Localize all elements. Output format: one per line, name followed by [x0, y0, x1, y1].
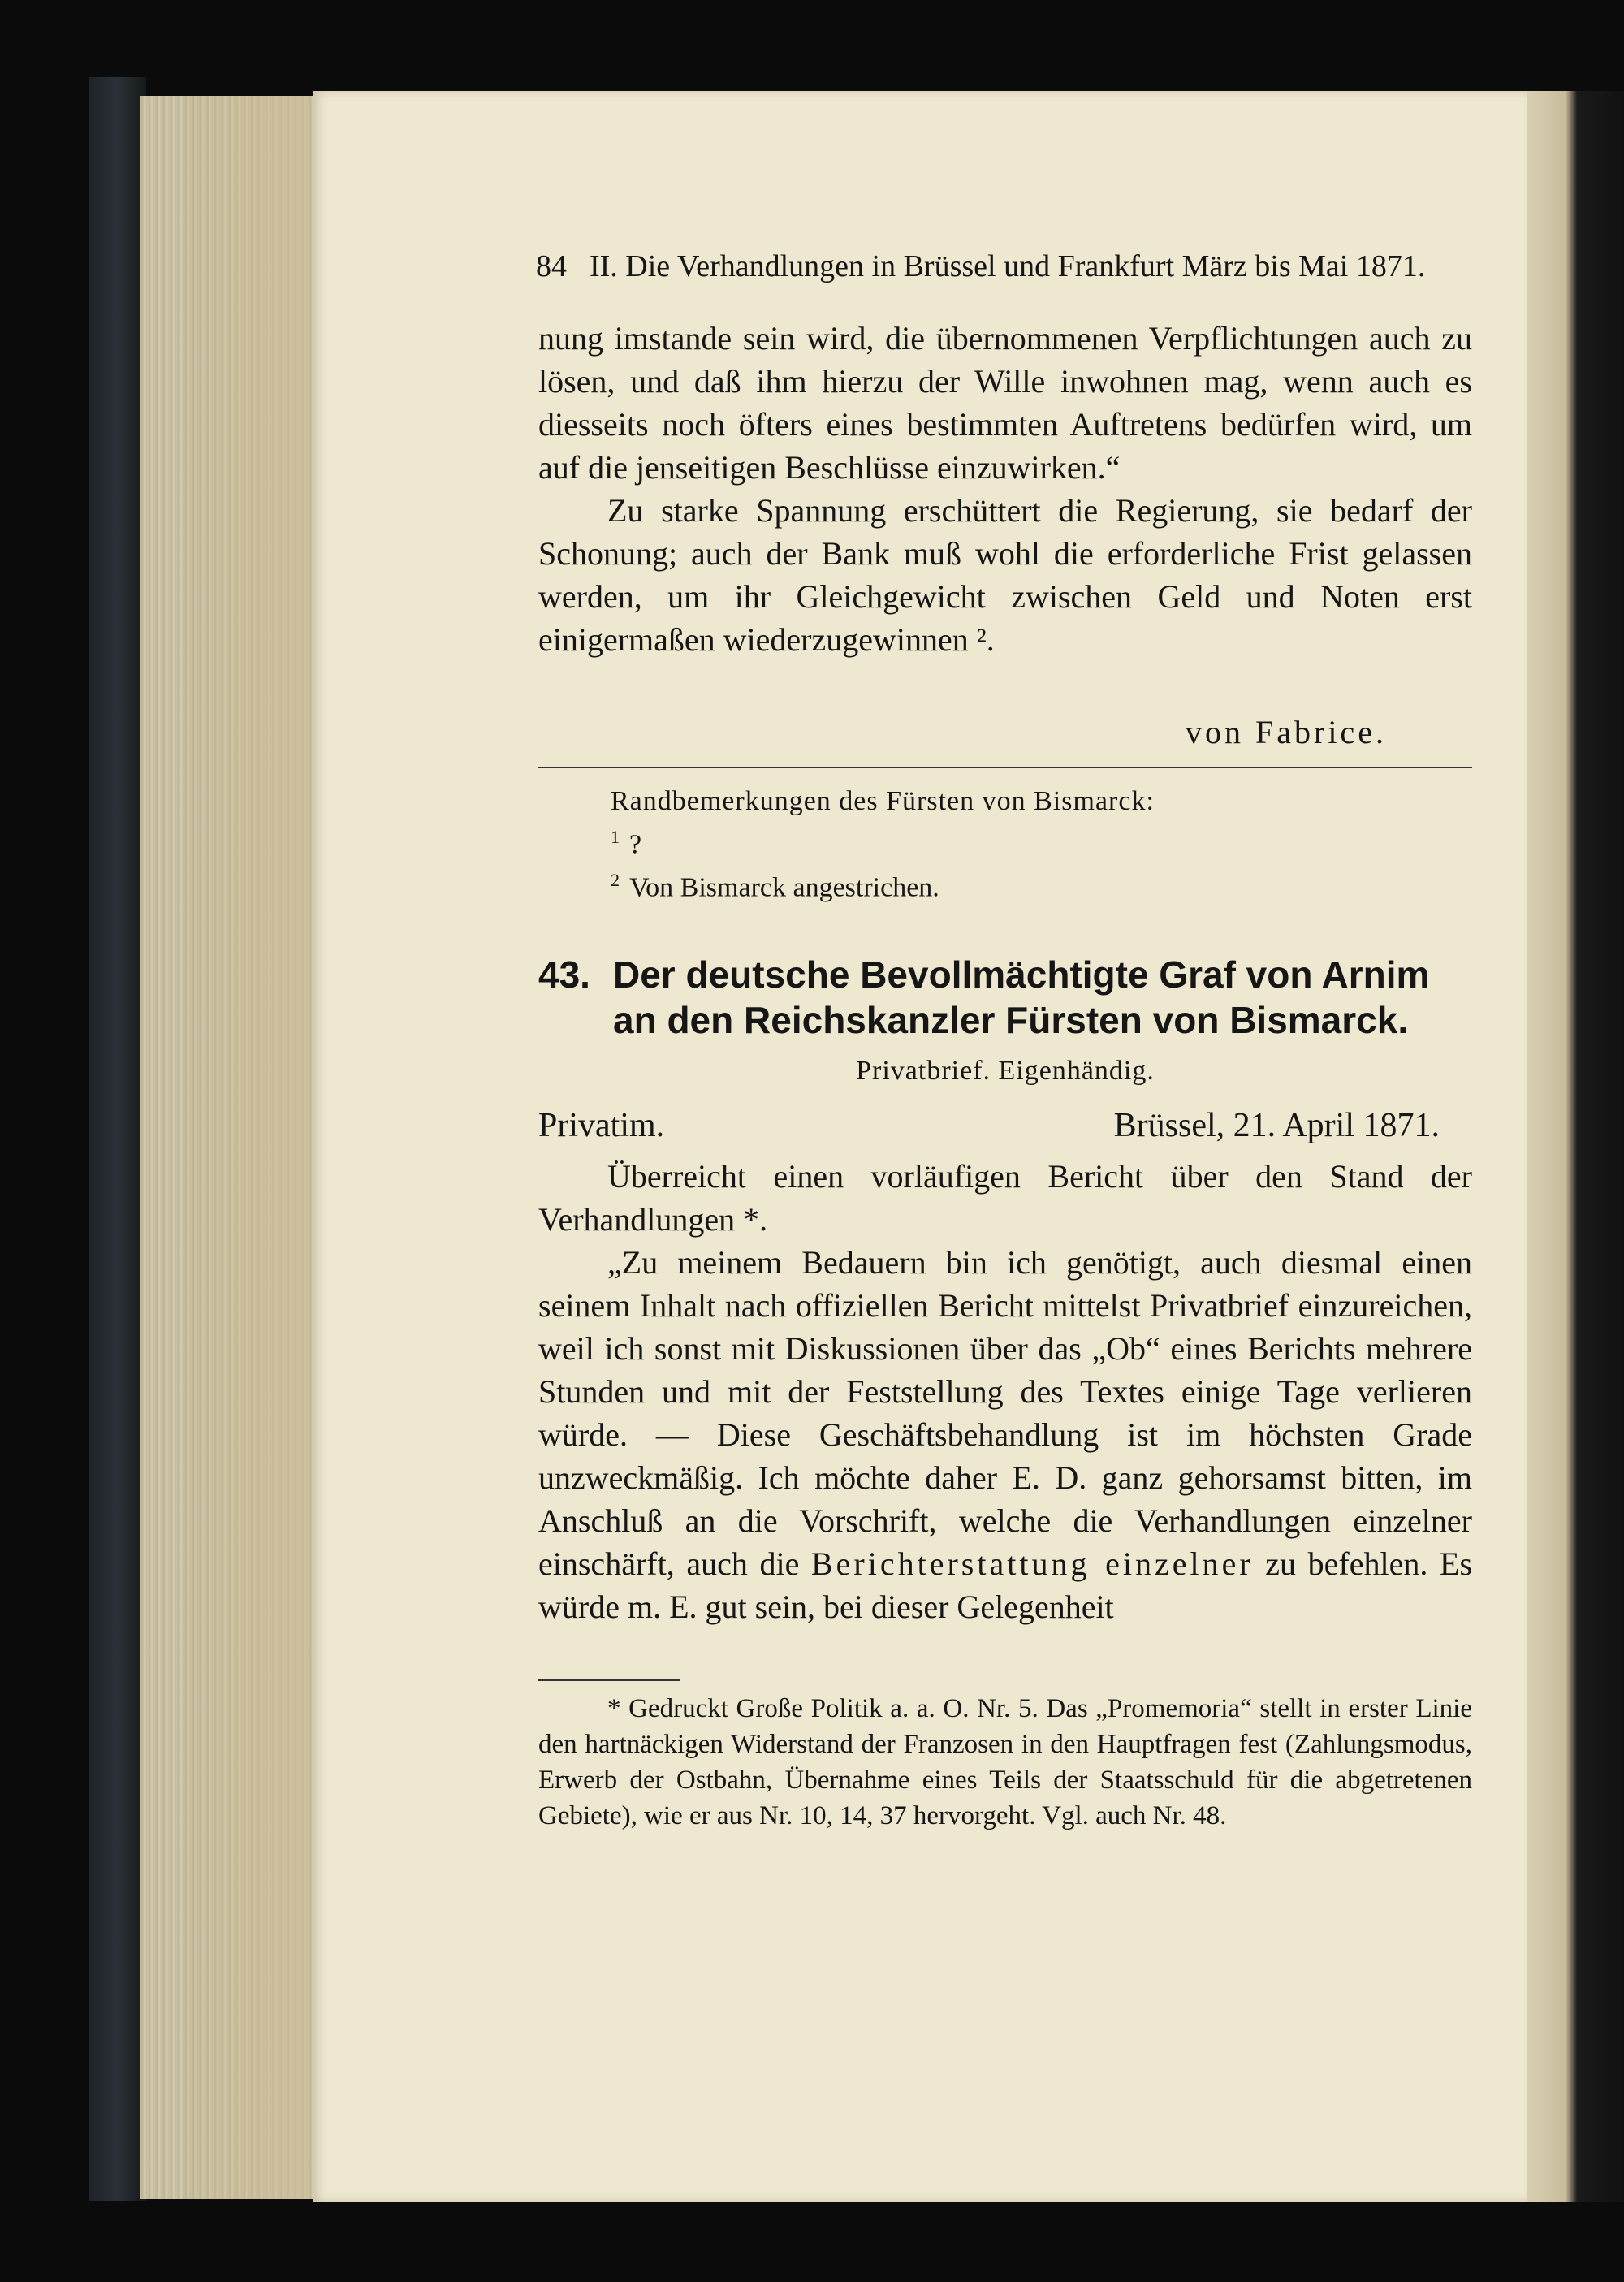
document-subheading: Privatbrief. Eigenhändig. [856, 1056, 1155, 1086]
note-text: ? [629, 829, 642, 860]
heading-line: an den Reichskanzler Fürsten von Bismarck. [613, 999, 1409, 1041]
marginal-notes [611, 784, 1155, 906]
document-number: 43. [538, 953, 590, 996]
facing-page-edge [1527, 91, 1624, 2202]
dateline [538, 1106, 1440, 1145]
previous-document-text [538, 317, 1472, 661]
note-mark: 1 [611, 827, 620, 847]
footnote-rule [538, 1679, 680, 1681]
note-text: Von Bismarck angestrichen. [629, 872, 939, 903]
footnote-text: * Gedruckt Große Politik a. a. O. Nr. 5. Das „Promemoria“ stellt in erster Linie den hartnäckigen Widerstand der Franzosen in den Hauptfragen fest (Zahlungsmodus, Erwerb der Ostbahn, Übernahme eines Teils der Staatsschuld für die abgetretenen Gebiete), wie er aus Nr. 10, 14, 37 hervorgeht. Vgl. auch Nr. 48. [538, 1694, 1472, 1830]
signature: von Fabrice. [1186, 714, 1387, 750]
spaced-emphasis: Berichterstattung einzelner [810, 1545, 1254, 1582]
body-text: zu befehlen. Es würde m. E. gut sein, bei dieser Gelegenheit [538, 1545, 1473, 1625]
running-header [536, 249, 1470, 289]
document-heading [538, 952, 1472, 1043]
divider [538, 767, 1472, 768]
page-stack-edge [140, 96, 322, 2199]
page-number: 84 [536, 249, 567, 283]
body-text: „Zu meinem Bedauern bin ich genötigt, auch diesmal einen seinem Inhalt nach offiziellen Bericht mittelst Privatbrief einzureichen, weil ich sonst mit Diskussionen über das „Ob“ eines Berichts mehrere Stunden und mit der Feststellung des Textes einige Tage verlieren würde. — Diese Geschäftsbehandlung ist im höchsten Grade unzweckmäßig. Ich möchte daher E. D. ganz gehorsamst bitten, im Anschluß an die Vorschrift, welche die Verhandlungen einzelner einschärft, auch die [538, 1244, 1472, 1582]
running-title: II. Die Verhandlungen in Brüssel und Frankfurt März bis Mai 1871. [590, 249, 1426, 283]
marginal-note [611, 862, 1155, 905]
note-mark: 2 [611, 870, 620, 891]
heading-line: Der deutsche Bevollmächtigte Graf von Arnim [613, 953, 1430, 996]
marginal-note [611, 819, 1155, 862]
paragraph [538, 1241, 1472, 1628]
book-cover-edge [89, 77, 146, 2201]
footnote [538, 1691, 1472, 1834]
paragraph: nung imstande sein wird, die übernommenen Verpflichtungen auch zu lösen, und daß ihm hierzu der Wille inwohnen mag, wenn auch es diesseits noch öfters eines bestimmten Auftretens bedürfen wird, um auf die jenseitigen Beschlüsse einzuwirken.“ [538, 320, 1472, 486]
classification: Privatim. [538, 1107, 665, 1144]
document-body [538, 1155, 1472, 1628]
paragraph: Zu starke Spannung erschüttert die Regierung, sie bedarf der Schonung; auch der Bank muß wohl die erforderliche Frist gelassen werden, um ihr Gleichgewicht zwischen Geld und Noten erst einigermaßen wiederzugewinnen ². [538, 492, 1472, 658]
place-date: Brüssel, 21. April 1871. [1113, 1107, 1440, 1144]
summary: Überreicht einen vorläufigen Bericht über den Stand der Verhandlungen *. [538, 1158, 1472, 1238]
marginal-notes-title: Randbemerkungen des Fürsten von Bismarck: [611, 786, 1155, 816]
